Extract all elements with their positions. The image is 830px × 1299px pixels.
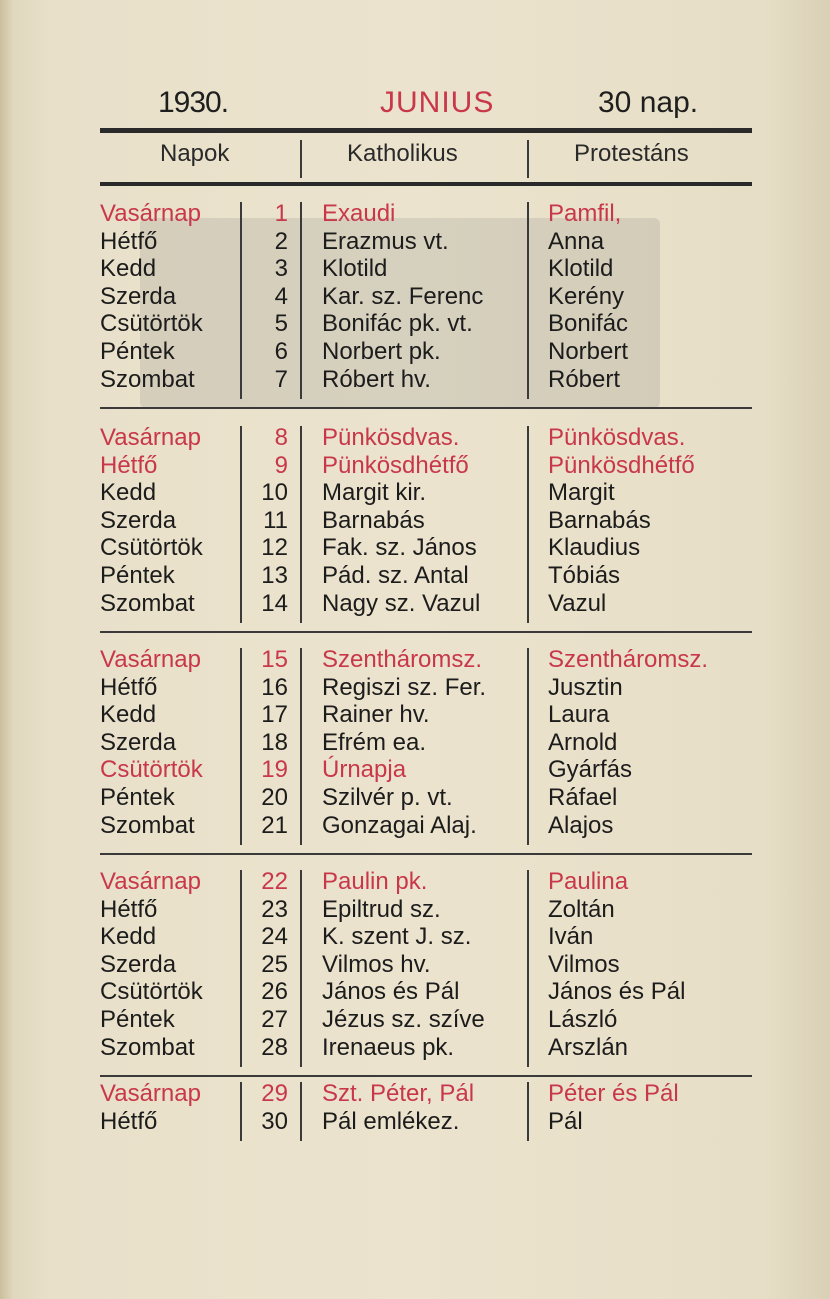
catholic-name: Epiltrud sz. <box>322 895 441 923</box>
calendar-row <box>0 1108 830 1136</box>
row-divider <box>527 1082 529 1141</box>
protestant-name: Jusztin <box>548 673 623 701</box>
day-number: 14 <box>261 589 288 617</box>
row-divider <box>527 426 529 623</box>
day-name: Vasárnap <box>100 1080 201 1107</box>
day-name: Kedd <box>100 701 157 729</box>
day-name: Csütörtök <box>100 978 203 1006</box>
days-count: 30 nap. <box>598 86 699 119</box>
catholic-name: Efrém ea. <box>322 728 427 756</box>
day-number: 19 <box>261 756 288 784</box>
calendar-row <box>0 674 830 702</box>
protestant-name: Iván <box>548 923 594 951</box>
protestant-name: Gyárfás <box>548 756 633 784</box>
day-number: 8 <box>274 424 288 451</box>
week-rule <box>100 407 752 409</box>
protestant-name: Barnabás <box>548 506 651 534</box>
catholic-name: Szt. Péter, Pál <box>322 1080 475 1107</box>
protestant-name: Vilmos <box>548 950 620 978</box>
calendar-row <box>0 562 830 590</box>
row-divider <box>527 648 529 845</box>
catholic-name: Bonifác pk. vt. <box>322 310 473 338</box>
day-number: 18 <box>261 728 288 756</box>
row-divider <box>240 426 242 623</box>
calendar-row <box>0 590 830 618</box>
day-number: 12 <box>261 534 288 562</box>
catholic-name: János és Pál <box>322 978 460 1006</box>
header-rule <box>100 128 752 133</box>
protestant-name: Ráfael <box>548 784 618 811</box>
calendar-row <box>0 366 830 394</box>
row-divider <box>300 202 302 399</box>
protestant-name: Anna <box>548 227 605 255</box>
protestant-name: Laura <box>548 701 610 729</box>
calendar-row <box>0 646 830 674</box>
day-number: 7 <box>274 365 288 393</box>
col-divider <box>300 140 302 178</box>
catholic-name: Irenaeus pk. <box>322 1033 455 1061</box>
day-name: Szerda <box>100 506 177 534</box>
day-number: 2 <box>274 227 288 255</box>
protestant-name: Arszlán <box>548 1033 629 1061</box>
protestant-name: Pünkösdhétfő <box>548 451 695 479</box>
protestant-name: Paulina <box>548 868 629 895</box>
protestant-name: László <box>548 1006 618 1033</box>
page-header <box>0 82 830 128</box>
day-name: Csütörtök <box>100 534 203 562</box>
protestant-name: Pamfil, <box>548 200 622 227</box>
catholic-name: Pál emlékez. <box>322 1107 460 1135</box>
catholic-name: Klotild <box>322 255 388 283</box>
calendar-row <box>0 452 830 480</box>
calendar-row <box>0 701 830 729</box>
day-name: Péntek <box>100 338 175 365</box>
row-divider <box>240 202 242 399</box>
calendar-row <box>0 951 830 979</box>
year-label: 1930. <box>158 86 229 119</box>
day-name: Vasárnap <box>100 424 201 451</box>
day-name: Szombat <box>100 1033 195 1061</box>
day-name: Szerda <box>100 728 177 756</box>
day-number: 3 <box>274 255 288 283</box>
catholic-name: Szilvér p. vt. <box>322 784 453 811</box>
day-name: Péntek <box>100 784 175 811</box>
day-number: 15 <box>261 646 288 673</box>
day-number: 27 <box>261 1006 288 1033</box>
day-number: 10 <box>261 479 288 507</box>
protestant-name: Kerény <box>548 282 625 310</box>
col-napok: Napok <box>160 140 230 167</box>
day-name: Csütörtök <box>100 310 203 338</box>
protestant-name: Klaudius <box>548 534 641 562</box>
protestant-name: Péter és Pál <box>548 1080 679 1107</box>
day-number: 25 <box>261 950 288 978</box>
calendar-row <box>0 228 830 256</box>
calendar-row <box>0 1006 830 1034</box>
day-name: Vasárnap <box>100 646 201 673</box>
month-title: JUNIUS <box>380 86 495 119</box>
calendar-row <box>0 534 830 562</box>
catholic-name: Szentháromsz. <box>322 646 483 673</box>
protestant-name: Arnold <box>548 728 618 756</box>
day-number: 4 <box>274 282 288 310</box>
catholic-name: Regiszi sz. Fer. <box>322 673 487 701</box>
day-name: Kedd <box>100 255 157 283</box>
row-divider <box>240 648 242 845</box>
calendar-row <box>0 507 830 535</box>
day-number: 6 <box>274 338 288 365</box>
col-protestans: Protestáns <box>574 140 689 167</box>
day-number: 1 <box>274 200 288 227</box>
day-number: 5 <box>274 310 288 338</box>
day-name: Péntek <box>100 1006 175 1033</box>
day-number: 29 <box>261 1080 288 1107</box>
row-divider <box>240 870 242 1067</box>
day-number: 17 <box>261 701 288 729</box>
colhead-rule <box>100 182 752 186</box>
protestant-name: Klotild <box>548 255 614 283</box>
calendar-row <box>0 338 830 366</box>
calendar-row <box>0 424 830 452</box>
catholic-name: Norbert pk. <box>322 338 441 365</box>
day-name: Hétfő <box>100 673 158 701</box>
col-katholikus: Katholikus <box>347 140 458 167</box>
day-number: 16 <box>261 673 288 701</box>
day-number: 28 <box>261 1033 288 1061</box>
day-name: Hétfő <box>100 1107 158 1135</box>
day-number: 13 <box>261 562 288 589</box>
day-name: Szombat <box>100 365 195 393</box>
day-number: 23 <box>261 895 288 923</box>
calendar-row <box>0 978 830 1006</box>
catholic-name: Margit kir. <box>322 479 427 507</box>
row-divider <box>527 202 529 399</box>
calendar-row <box>0 756 830 784</box>
day-number: 11 <box>263 506 288 534</box>
week-rule <box>100 631 752 633</box>
day-name: Hétfő <box>100 227 158 255</box>
catholic-name: Fak. sz. János <box>322 534 477 562</box>
calendar-row <box>0 283 830 311</box>
calendar-row <box>0 255 830 283</box>
row-divider <box>240 1082 242 1141</box>
protestant-name: Norbert <box>548 338 629 365</box>
catholic-name: K. szent J. sz. <box>322 923 472 951</box>
catholic-name: Jézus sz. szíve <box>322 1006 485 1033</box>
calendar-row <box>0 1080 830 1108</box>
protestant-name: Margit <box>548 479 615 507</box>
calendar-row <box>0 310 830 338</box>
row-divider <box>527 870 529 1067</box>
catholic-name: Pünkösdvas. <box>322 424 460 451</box>
protestant-name: Zoltán <box>548 895 615 923</box>
protestant-name: Pünkösdvas. <box>548 424 686 451</box>
calendar-row <box>0 896 830 924</box>
day-name: Szerda <box>100 950 177 978</box>
day-number: 20 <box>261 784 288 811</box>
day-number: 9 <box>274 451 288 479</box>
day-name: Csütörtök <box>100 756 203 784</box>
day-number: 24 <box>261 923 288 951</box>
catholic-name: Úrnapja <box>322 756 407 784</box>
protestant-name: János és Pál <box>548 978 686 1006</box>
day-name: Hétfő <box>100 451 158 479</box>
calendar-row <box>0 868 830 896</box>
row-divider <box>300 870 302 1067</box>
protestant-name: Bonifác <box>548 310 629 338</box>
calendar-row <box>0 1034 830 1062</box>
row-divider <box>300 648 302 845</box>
catholic-name: Kar. sz. Ferenc <box>322 282 484 310</box>
catholic-name: Pünkösdhétfő <box>322 451 469 479</box>
catholic-name: Paulin pk. <box>322 868 428 895</box>
day-number: 22 <box>261 868 288 895</box>
row-divider <box>300 426 302 623</box>
day-name: Vasárnap <box>100 200 201 227</box>
calendar-row <box>0 479 830 507</box>
week-rule <box>100 853 752 855</box>
protestant-name: Vazul <box>548 589 607 617</box>
week-rule <box>100 1075 752 1077</box>
catholic-name: Nagy sz. Vazul <box>322 589 481 617</box>
day-name: Kedd <box>100 479 157 507</box>
calendar-row <box>0 923 830 951</box>
protestant-name: Szentháromsz. <box>548 646 709 673</box>
catholic-name: Pád. sz. Antal <box>322 562 469 589</box>
catholic-name: Barnabás <box>322 506 425 534</box>
catholic-name: Erazmus vt. <box>322 227 449 255</box>
day-name: Vasárnap <box>100 868 201 895</box>
catholic-name: Exaudi <box>322 200 396 227</box>
col-divider <box>527 140 529 178</box>
day-number: 26 <box>261 978 288 1006</box>
catholic-name: Róbert hv. <box>322 365 431 393</box>
calendar-row <box>0 200 830 228</box>
catholic-name: Vilmos hv. <box>322 950 431 978</box>
day-name: Hétfő <box>100 895 158 923</box>
day-name: Kedd <box>100 923 157 951</box>
calendar-row <box>0 729 830 757</box>
catholic-name: Rainer hv. <box>322 701 430 729</box>
protestant-name: Pál <box>548 1107 583 1135</box>
calendar-row <box>0 812 830 840</box>
protestant-name: Alajos <box>548 811 614 839</box>
row-divider <box>300 1082 302 1141</box>
day-number: 30 <box>261 1107 288 1135</box>
day-name: Szombat <box>100 811 195 839</box>
calendar-row <box>0 784 830 812</box>
protestant-name: Tóbiás <box>548 562 621 589</box>
day-name: Szombat <box>100 589 195 617</box>
day-name: Szerda <box>100 282 177 310</box>
day-number: 21 <box>261 811 288 839</box>
day-name: Péntek <box>100 562 175 589</box>
protestant-name: Róbert <box>548 365 621 393</box>
catholic-name: Gonzagai Alaj. <box>322 811 477 839</box>
